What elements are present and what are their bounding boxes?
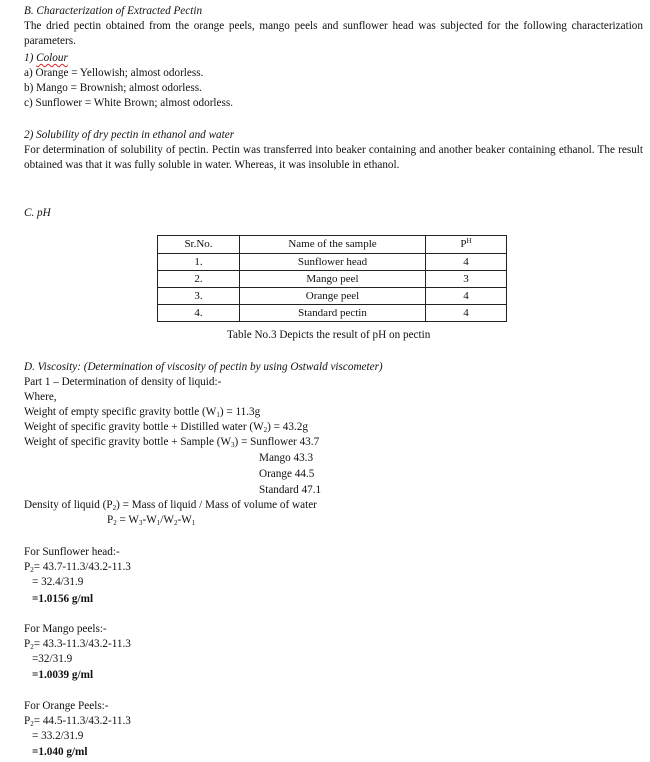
- calc-p: P: [24, 715, 31, 727]
- calc-orange-result: =1.040 g/ml: [32, 746, 88, 758]
- ph-table-cell: 4: [426, 305, 507, 322]
- weight-w3-orange: Orange 44.5: [259, 468, 315, 480]
- ph-table-cell: 2.: [158, 271, 240, 288]
- calc-expr: = 43.7-11.3/43.2-11.3: [33, 561, 131, 573]
- ph-header-p: P: [460, 238, 467, 250]
- colour-heading-word: Colour: [36, 52, 68, 64]
- calc-sunflower-line1: [24, 560, 131, 575]
- formula-w1b-sub: 1: [191, 519, 196, 527]
- calc-p: P: [24, 638, 31, 650]
- weight-w2: [24, 420, 308, 435]
- calc-sunflower-title: For Sunflower head:-: [24, 546, 120, 558]
- ph-table-header-ph: [426, 236, 507, 254]
- weight-w2-text: Weight of specific gravity bottle + Distilled water (W: [24, 421, 264, 433]
- section-d-heading: D. Viscosity: (Determination of viscosity of pectin by using Ostwald viscometer): [24, 361, 383, 373]
- density-def-sub: 2: [112, 504, 117, 512]
- solubility-heading: 2) Solubility of dry pectin in ethanol and water: [24, 129, 235, 141]
- weight-w2-sub: 2: [263, 426, 268, 434]
- weight-w3-standard: Standard 47.1: [259, 484, 322, 496]
- calc-orange-line2: = 33.2/31.9: [32, 730, 84, 742]
- section-c-heading: C. pH: [24, 207, 51, 219]
- solubility-paragraph: For determination of solubility of pectin. Pectin was transferred into beaker containing and another beaker containing ethanol. The result obtained was that it was fully soluble in water. Whereas, it was insoluble in ethanol.: [24, 144, 643, 171]
- calc-orange-line1: [24, 714, 131, 729]
- ph-table-cell: 1.: [158, 254, 240, 271]
- calc-p-sub: 2: [30, 643, 34, 651]
- weight-w1-value: ) = 11.3g: [219, 406, 261, 418]
- weight-w3-text: Weight of specific gravity bottle + Sample (W: [24, 436, 232, 448]
- weight-w1: [24, 405, 260, 420]
- density-formula: [107, 513, 195, 528]
- colour-item-sunflower: c) Sunflower = White Brown; almost odorless.: [24, 97, 234, 109]
- formula-p: P: [107, 514, 114, 526]
- weight-w3-value: ) = Sunflower 43.7: [234, 436, 320, 448]
- ph-table-header-name: Name of the sample: [240, 236, 426, 254]
- ph-table-cell: 3: [426, 271, 507, 288]
- table-caption: Table No.3 Depicts the result of pH on pectin: [227, 329, 431, 341]
- ph-table: [157, 235, 507, 322]
- calc-sunflower-line2: = 32.4/31.9: [32, 576, 84, 588]
- ph-table-cell: Sunflower head: [240, 254, 426, 271]
- weight-w2-value: ) = 43.2g: [267, 421, 308, 433]
- ph-table-cell: 4: [426, 288, 507, 305]
- section-b-heading: B. Characterization of Extracted Pectin: [24, 5, 203, 17]
- calc-sunflower-result: =1.0156 g/ml: [32, 593, 94, 605]
- ph-table-header-srno: Sr.No.: [158, 236, 240, 254]
- density-def-rest: ) = Mass of liquid / Mass of volume of water: [116, 499, 317, 511]
- ph-table-row: [158, 271, 507, 288]
- where-text: Where,: [24, 391, 57, 403]
- calc-p-sub: 2: [30, 566, 34, 574]
- ph-table-cell: 4.: [158, 305, 240, 322]
- ph-header-sup: H: [466, 237, 472, 245]
- weight-w3: [24, 435, 319, 450]
- formula-slash-w: /W: [160, 514, 174, 526]
- ph-table-cell: 4: [426, 254, 507, 271]
- density-definition: [24, 498, 317, 513]
- calc-p-sub: 2: [30, 720, 34, 728]
- formula-w3-sub: 3: [139, 519, 143, 527]
- colour-heading: [24, 51, 68, 66]
- calc-mango-title: For Mango peels:-: [24, 623, 107, 635]
- colour-item-orange: a) Orange = Yellowish; almost odorless.: [24, 67, 204, 79]
- formula-p-sub: 2: [113, 519, 117, 527]
- formula-minus-w2: -W: [177, 514, 192, 526]
- formula-w1-sub: 1: [156, 519, 161, 527]
- calc-expr: = 44.5-11.3/43.2-11.3: [33, 715, 131, 727]
- calc-mango-line1: [24, 637, 131, 652]
- colour-item-mango: b) Mango = Brownish; almost odorless.: [24, 82, 202, 94]
- ph-table-row: [158, 305, 507, 322]
- weight-w1-sub: 1: [216, 411, 220, 419]
- weight-w3-mango: Mango 43.3: [259, 452, 314, 464]
- formula-minus-w: -W: [142, 514, 157, 526]
- ph-table-cell: Mango peel: [240, 271, 426, 288]
- formula-eq: = W: [116, 514, 139, 526]
- section-b-paragraph: The dried pectin obtained from the orange peels, mango peels and sunflower head was subjected for the following characterization parameters.: [24, 20, 643, 47]
- colour-heading-number: 1): [24, 52, 37, 64]
- part1-heading: Part 1 – Determination of density of liquid:-: [24, 376, 222, 388]
- calc-expr: = 43.3-11.3/43.2-11.3: [33, 638, 131, 650]
- formula-w2-sub: 2: [173, 519, 178, 527]
- calc-orange-title: For Orange Peels:-: [24, 700, 109, 712]
- calc-p: P: [24, 561, 31, 573]
- weight-w1-text: Weight of empty specific gravity bottle (W: [24, 406, 217, 418]
- calc-mango-result: =1.0039 g/ml: [32, 669, 94, 681]
- ph-table-cell: Standard pectin: [240, 305, 426, 322]
- ph-table-cell: 3.: [158, 288, 240, 305]
- weight-w3-sub: 3: [231, 441, 235, 449]
- ph-table-header-row: [158, 236, 507, 254]
- ph-table-row: [158, 288, 507, 305]
- ph-table-row: [158, 254, 507, 271]
- ph-table-cell: Orange peel: [240, 288, 426, 305]
- calc-mango-line2: =32/31.9: [32, 653, 73, 665]
- density-def-text: Density of liquid (P: [24, 499, 113, 511]
